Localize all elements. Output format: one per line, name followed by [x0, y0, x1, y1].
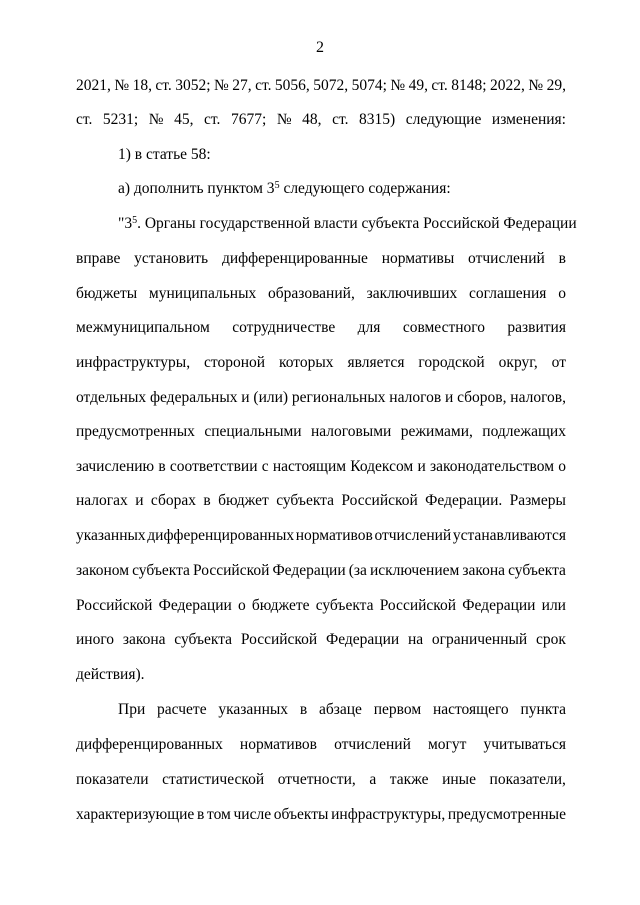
word: подлежащих [482, 423, 566, 440]
word: инфраструктуры, [331, 806, 446, 823]
word: Федерации. [425, 492, 503, 509]
word: от [551, 354, 566, 371]
word: налогах [76, 492, 128, 509]
text-line [76, 770, 566, 790]
word: сотрудничестве [232, 319, 336, 336]
word: ст. [255, 77, 272, 94]
word: срок [535, 631, 566, 648]
word: 2021, [76, 77, 111, 94]
word: дифференцированных [76, 736, 223, 753]
text-line [76, 665, 566, 685]
word: в [299, 701, 308, 718]
text-line [76, 145, 566, 165]
text-fragment: . Органы государственной власти субъекта Российской Федерации [137, 215, 577, 232]
word: и [444, 389, 454, 406]
page-number: 2 [316, 39, 324, 56]
word: изменения: [491, 111, 566, 128]
word: настоящего [432, 701, 509, 718]
word: показатели [76, 771, 149, 788]
word: 5056, [274, 77, 310, 94]
word: нормативы [381, 250, 455, 267]
text-line [76, 388, 566, 408]
word: отдельных [76, 389, 147, 406]
word: характеризующие [76, 806, 195, 823]
text-fragment: а) дополнить пунктом 3 [118, 180, 275, 197]
word: Федерации [272, 562, 346, 579]
word: налогов [389, 389, 442, 406]
text-line [76, 630, 566, 650]
word: 5074; [351, 77, 387, 94]
word: бюджет [218, 492, 269, 509]
word: Федерации [462, 597, 536, 614]
word: совместного [402, 319, 485, 336]
word: субъекта [132, 562, 190, 579]
word: субъекта [276, 492, 334, 509]
word: Российской [240, 631, 318, 648]
word: 7677; [230, 111, 267, 128]
word: 18, [132, 77, 152, 94]
word: объекты [273, 806, 329, 823]
word: вправе [76, 250, 121, 267]
word: является [347, 354, 405, 371]
word: ст. [155, 77, 172, 94]
word: 48, [302, 111, 322, 128]
word: также [389, 771, 429, 788]
word: налогов, [510, 389, 566, 406]
word: При [118, 701, 146, 718]
word: отчетности, [277, 771, 356, 788]
text-line [76, 526, 566, 546]
word: сборов, [457, 389, 507, 406]
word: региональных [291, 389, 386, 406]
word: № [528, 77, 544, 94]
word: отчислений [334, 736, 411, 753]
word: предусмотренные [447, 806, 566, 823]
word: отчислений [374, 527, 452, 544]
word: округ, [498, 354, 538, 371]
word: первом [373, 701, 422, 718]
word: указанных [218, 701, 289, 718]
text-line [76, 422, 566, 442]
word: № [114, 77, 130, 94]
word: о [558, 458, 566, 475]
word: Российской [76, 597, 153, 614]
word: ст. [431, 77, 448, 94]
word: том [207, 806, 231, 823]
word: закона [122, 631, 166, 648]
text-line [76, 805, 566, 825]
word: стороной [204, 354, 266, 371]
word: инфраструктуры, [76, 354, 191, 371]
word: и [241, 389, 250, 406]
superscript: 5 [132, 214, 138, 226]
word: № [214, 77, 229, 94]
word: дифференцированных [147, 527, 295, 544]
word: 8315) [359, 111, 396, 128]
text-fragment: "3 [118, 215, 133, 232]
word: сборах [150, 492, 196, 509]
superscript: 5 [274, 179, 280, 191]
text-line [76, 491, 566, 511]
word: нормативов [239, 736, 317, 753]
word: и [417, 458, 426, 475]
word: Федерации [158, 597, 232, 614]
word: городской [418, 354, 485, 371]
word: следующие [405, 111, 482, 128]
text-line [76, 318, 566, 338]
word: предусмотренных [76, 423, 195, 440]
word: дифференцированные [221, 250, 368, 267]
word: режимами, [400, 423, 473, 440]
text-line [76, 284, 566, 304]
text-line [76, 596, 566, 616]
text-line [76, 735, 566, 755]
word: и [135, 492, 144, 509]
word: 5231; [102, 111, 139, 128]
word: специальными [204, 423, 302, 440]
word: № [390, 77, 406, 94]
word: 5072, [313, 77, 349, 94]
word: образований, [268, 285, 355, 302]
word: нормативов [295, 527, 373, 544]
word: законодательством [429, 458, 555, 475]
text-line [76, 561, 566, 581]
word: закона [462, 562, 506, 579]
text-line [76, 179, 566, 199]
word: Федерации [325, 631, 400, 648]
word: указанных [76, 527, 146, 544]
word: исключением [369, 562, 460, 579]
word: субъекта [508, 562, 566, 579]
word: Российской [341, 492, 418, 509]
word: установить [134, 250, 209, 267]
word: отчислений [468, 250, 545, 267]
text-line [76, 76, 566, 96]
word: Российской [379, 597, 457, 614]
word: заключивших [366, 285, 458, 302]
word: пункта [520, 701, 566, 718]
word: на [407, 631, 424, 648]
word: федеральных [149, 389, 238, 406]
word: с [261, 458, 269, 475]
word: которых [279, 354, 334, 371]
word: зачислению [76, 458, 155, 475]
word: в [197, 806, 205, 823]
word: 3052; [175, 77, 211, 94]
word: 27, [232, 77, 252, 94]
word: 29, [546, 77, 566, 94]
text-fragment: действия). [76, 666, 145, 683]
word: (за [348, 562, 367, 579]
word: Российской [192, 562, 270, 579]
word: могут [427, 736, 467, 753]
word: развития [507, 319, 566, 336]
word: ст. [204, 111, 221, 128]
word: бюджеты [76, 285, 138, 302]
word: (или) [253, 389, 289, 406]
text-line [76, 249, 566, 269]
word: о [558, 285, 566, 302]
word: статистической [162, 771, 265, 788]
text-line [76, 700, 566, 720]
word: в [203, 492, 211, 509]
text-fragment: 1) в статье 58: [118, 146, 211, 163]
word: ограниченный [431, 631, 528, 648]
word: показатели, [489, 771, 566, 788]
word: законом [76, 562, 130, 579]
word: 8148; [451, 77, 487, 94]
word: налоговыми [310, 423, 392, 440]
word: муниципальных [148, 285, 257, 302]
text-line [76, 353, 566, 373]
word: для [357, 319, 381, 336]
text-fragment: следующего содержания: [279, 180, 451, 197]
word: Размеры [509, 492, 566, 509]
word: субъекта [315, 597, 374, 614]
word: ст. [332, 111, 349, 128]
word: 49, [408, 77, 428, 94]
word: ст. [76, 111, 93, 128]
word: субъекта [174, 631, 233, 648]
word: о [237, 597, 246, 614]
word: соглашения [469, 285, 547, 302]
text-line [76, 110, 566, 130]
text-line [76, 214, 577, 234]
word: учитываться [483, 736, 566, 753]
word: устанавливаются [452, 527, 566, 544]
word: а [369, 771, 377, 788]
word: № [148, 111, 164, 128]
word: соответствии [169, 458, 258, 475]
word: числе [233, 806, 272, 823]
word: в [558, 250, 566, 267]
word: иного [76, 631, 115, 648]
word: бюджете [251, 597, 310, 614]
text-line [76, 457, 566, 477]
word: 2022, [490, 77, 525, 94]
word: № [276, 111, 292, 128]
word: абзаце [318, 701, 362, 718]
word: иные [442, 771, 476, 788]
word: в [158, 458, 166, 475]
word: или [541, 597, 566, 614]
word: расчете [157, 701, 207, 718]
word: настоящим [272, 458, 347, 475]
word: 45, [174, 111, 194, 128]
word: Кодексом [350, 458, 414, 475]
word: межмуниципальном [76, 319, 210, 336]
